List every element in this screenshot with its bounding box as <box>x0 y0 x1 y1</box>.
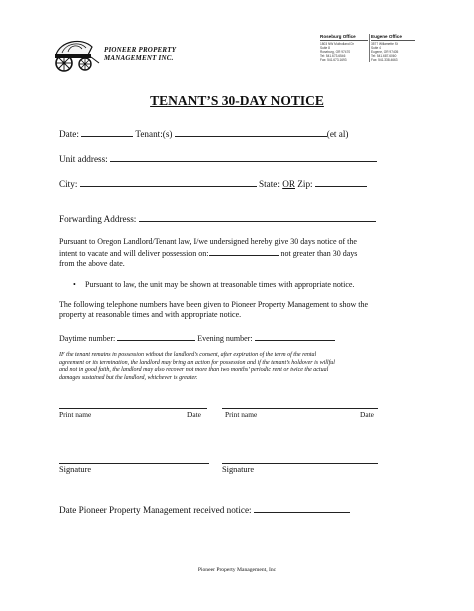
roseburg-address-2: Suite 8 <box>320 46 330 50</box>
eugene-office-title: Eugene Office <box>371 34 415 41</box>
eugene-address-3: Eugene, OR 97405 <box>371 50 399 54</box>
showing-bullet <box>73 280 354 289</box>
received-notice-label: Date Pioneer Property Management received notice: <box>59 505 252 515</box>
forwarding-address-row <box>59 212 376 224</box>
roseburg-office-title: Roseburg Office <box>320 34 368 41</box>
city-label: City: <box>59 179 78 189</box>
legal-note-line-1: IF the tenant remains in possession without the landlord’s consent, after expiration of the term of the rental <box>59 352 317 358</box>
forwarding-address-label: Forwarding Address: <box>59 214 137 224</box>
eugene-fax: Fax: 541.338.4663 <box>371 58 398 62</box>
notice-paragraph-line-3: from the above date. <box>59 259 125 268</box>
roseburg-address-1: 1803 NW Mulholland Dr <box>320 42 354 46</box>
notice-paragraph-line-1: Pursuant to Oregon Landlord/Tenant law, I/we undersigned hereby give 30 days notice of the <box>59 237 357 246</box>
footer-company: Pioneer Property Management, Inc <box>197 567 277 573</box>
showing-bullet-text: Pursuant to law, the unit may be shown at treasonable times with appropriate notice. <box>85 280 355 289</box>
received-notice-field[interactable] <box>254 503 350 513</box>
phone-paragraph-line-1: The following telephone numbers have been given to Pioneer Property Management to show the <box>59 300 369 309</box>
forwarding-address-field[interactable] <box>139 212 376 222</box>
state-label: State: <box>258 179 280 189</box>
company-line-2: MANAGEMENT INC. <box>104 54 174 62</box>
received-notice-row <box>59 503 350 515</box>
roseburg-fax: Fax: 541.673.1693 <box>320 58 347 62</box>
signature-label-1: Signature <box>59 465 92 474</box>
print-name-label-1: Print name <box>59 410 92 419</box>
notice-paragraph <box>59 237 419 269</box>
zip-label: Zip: <box>297 179 313 189</box>
date-field[interactable] <box>81 127 133 137</box>
evening-number-label: Evening number: <box>197 334 253 343</box>
notice-title <box>0 93 474 109</box>
phone-paragraph <box>59 300 419 320</box>
roseburg-office-block <box>320 34 368 62</box>
limit-text: not greater than 30 days <box>280 249 358 258</box>
legal-note-line-2: agreement or its termination, the landlord may bring an action for possession and if the tenant’s holdover is willful <box>59 359 335 366</box>
legal-note-line-4: damages sustained but the landlord, whichever is greater. <box>59 374 198 381</box>
unit-address-field[interactable] <box>110 152 377 162</box>
notice-paragraph-line-2 <box>59 247 419 259</box>
eugene-address-1: 3577 Willamette St <box>371 42 398 46</box>
signature-line-1[interactable] <box>59 463 209 464</box>
company-line-1: PIONEER PROPERTY <box>104 46 177 54</box>
notice-title-text: TENANT’S 30-DAY NOTICE <box>150 93 324 108</box>
date-label-1: Date <box>187 410 201 419</box>
tenants-field[interactable] <box>175 127 327 137</box>
eugene-office-block <box>371 34 415 62</box>
unit-address-row <box>59 152 377 164</box>
signature-line-2[interactable] <box>222 463 378 464</box>
city-state-zip-row <box>59 177 367 189</box>
print-name-line-2[interactable] <box>222 408 378 409</box>
et-al-label: (et al) <box>326 129 349 139</box>
holdover-legal-note <box>59 352 421 382</box>
phone-paragraph-line-2: property at reasonable times and with appropriate notice. <box>59 310 242 319</box>
date-label-2: Date <box>360 410 374 419</box>
legal-note-line-3: and not in good faith, the landlord may also recover not more than two months’ periodic rent or twice the actual <box>59 367 329 373</box>
possession-date-field[interactable] <box>209 247 279 256</box>
print-name-line-1[interactable] <box>59 408 207 409</box>
date-label: Date: <box>59 129 79 139</box>
roseburg-phone: Tel: 541.673.6546 <box>320 54 346 58</box>
roseburg-address-3: Roseburg, OR 97470 <box>320 50 351 54</box>
evening-number-field[interactable] <box>255 332 335 341</box>
daytime-number-label: Daytime number: <box>59 334 116 343</box>
daytime-number-field[interactable] <box>117 332 195 341</box>
signature-label-2: Signature <box>222 465 255 474</box>
city-field[interactable] <box>80 177 257 187</box>
zip-field[interactable] <box>315 177 367 187</box>
eugene-address-2: Suite 4 <box>371 46 381 50</box>
office-divider <box>369 34 370 62</box>
bullet-marker: • <box>73 280 76 289</box>
tenants-label: Tenant:(s) <box>135 129 173 139</box>
print-name-label-2: Print name <box>225 410 258 419</box>
possession-text: intent to vacate and will deliver possession on: <box>59 249 209 258</box>
unit-address-label: Unit address: <box>59 154 108 164</box>
company-name <box>104 46 176 62</box>
date-tenant-row <box>59 127 348 139</box>
phone-numbers-row <box>59 332 335 343</box>
or-label: OR <box>282 179 295 189</box>
eugene-phone: Tel: 541.687.6060 <box>371 54 397 58</box>
covered-wagon-icon <box>52 33 100 73</box>
